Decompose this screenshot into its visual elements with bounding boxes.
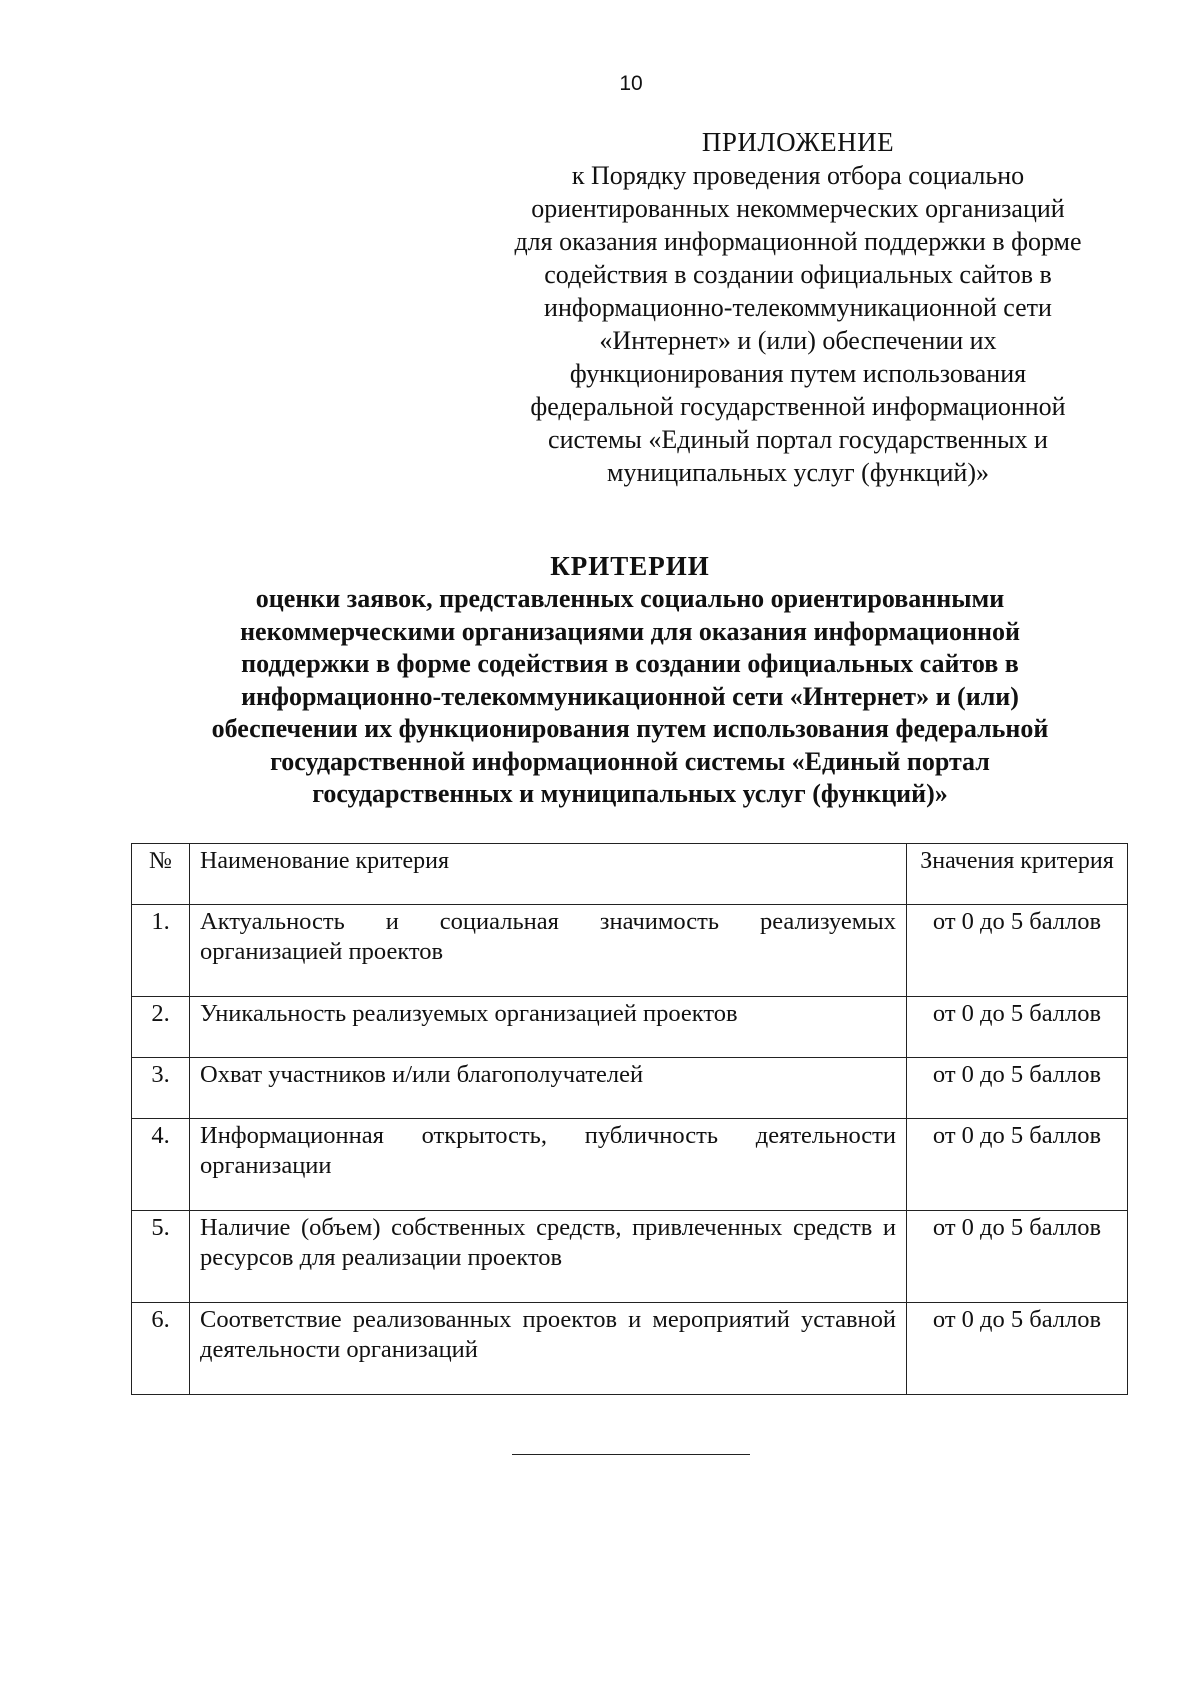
criteria-subtitle-line: поддержки в форме содействия в создании официальных сайтов в (241, 649, 1019, 678)
row-value: от 0 до 5 баллов (907, 997, 1128, 1058)
appendix-line: к Порядку проведения отбора социально (571, 161, 1025, 190)
row-num: 5. (132, 1211, 190, 1303)
row-name: Наличие (объем) собственных средств, привлеченных средств и ресурсов для реализации проектов (190, 1211, 907, 1303)
row-name: Информационная открытость, публичность деятельности организации (190, 1119, 907, 1211)
criteria-subtitle-line: государственных и муниципальных услуг (функций)» (312, 779, 948, 808)
criteria-subtitle (130, 583, 1130, 811)
row-name: Уникальность реализуемых организацией проектов (190, 997, 907, 1058)
row-value: от 0 до 5 баллов (907, 1119, 1128, 1211)
table-row (132, 997, 1128, 1058)
row-value: от 0 до 5 баллов (907, 1211, 1128, 1303)
row-num: 6. (132, 1303, 190, 1395)
appendix-line: для оказания информационной поддержки в форме (514, 227, 1082, 256)
appendix-line: информационно-телекоммуникационной сети (544, 293, 1052, 322)
row-num: 4. (132, 1119, 190, 1211)
page-number: 10 (619, 72, 643, 95)
table-row (132, 1211, 1128, 1303)
table-header-row (132, 844, 1128, 905)
criteria-subtitle-line: оценки заявок, представленных социально ориентированными (255, 584, 1005, 613)
header-name: Наименование критерия (190, 844, 907, 905)
row-num: 1. (132, 905, 190, 997)
table-row (132, 1119, 1128, 1211)
appendix-line: федеральной государственной информационной (530, 392, 1066, 421)
header-value: Значения критерия (907, 844, 1128, 905)
row-value: от 0 до 5 баллов (907, 1058, 1128, 1119)
criteria-subtitle-line: некоммерческими организациями для оказания информационной (240, 616, 1020, 646)
appendix-line: муниципальных услуг (функций)» (607, 458, 989, 487)
appendix-line: системы «Единый портал государственных и (548, 425, 1048, 454)
appendix-line: «Интернет» и (или) обеспечении их (599, 326, 997, 355)
criteria-table (131, 843, 1128, 1395)
criteria-subtitle-line: информационно-телекоммуникационной сети «Интернет» и (или) (241, 681, 1019, 711)
row-name: Соответствие реализованных проектов и мероприятий уставной деятельности организаций (190, 1303, 907, 1395)
criteria-subtitle-line: государственной информационной системы «Единый портал (270, 746, 990, 776)
row-name: Актуальность и социальная значимость реализуемых организацией проектов (190, 905, 907, 997)
row-num: 3. (132, 1058, 190, 1119)
criteria-header (130, 549, 1130, 811)
appendix-line: содействия в создании официальных сайтов в (544, 260, 1052, 289)
table-row (132, 1058, 1128, 1119)
appendix-block (478, 126, 1118, 489)
row-num: 2. (132, 997, 190, 1058)
appendix-title: ПРИЛОЖЕНИЕ (701, 127, 895, 157)
header-num: № (132, 844, 190, 905)
criteria-subtitle-line: обеспечении их функционирования путем использования федеральной (211, 714, 1049, 743)
table-row (132, 905, 1128, 997)
table-row (132, 1303, 1128, 1395)
row-value: от 0 до 5 баллов (907, 905, 1128, 997)
appendix-line: функционирования путем использования (569, 359, 1027, 388)
appendix-line: ориентированных некоммерческих организаций (531, 194, 1065, 223)
criteria-title: КРИТЕРИИ (550, 551, 710, 581)
row-value: от 0 до 5 баллов (907, 1303, 1128, 1395)
row-name: Охват участников и/или благополучателей (190, 1058, 907, 1119)
footer-divider (512, 1454, 750, 1455)
